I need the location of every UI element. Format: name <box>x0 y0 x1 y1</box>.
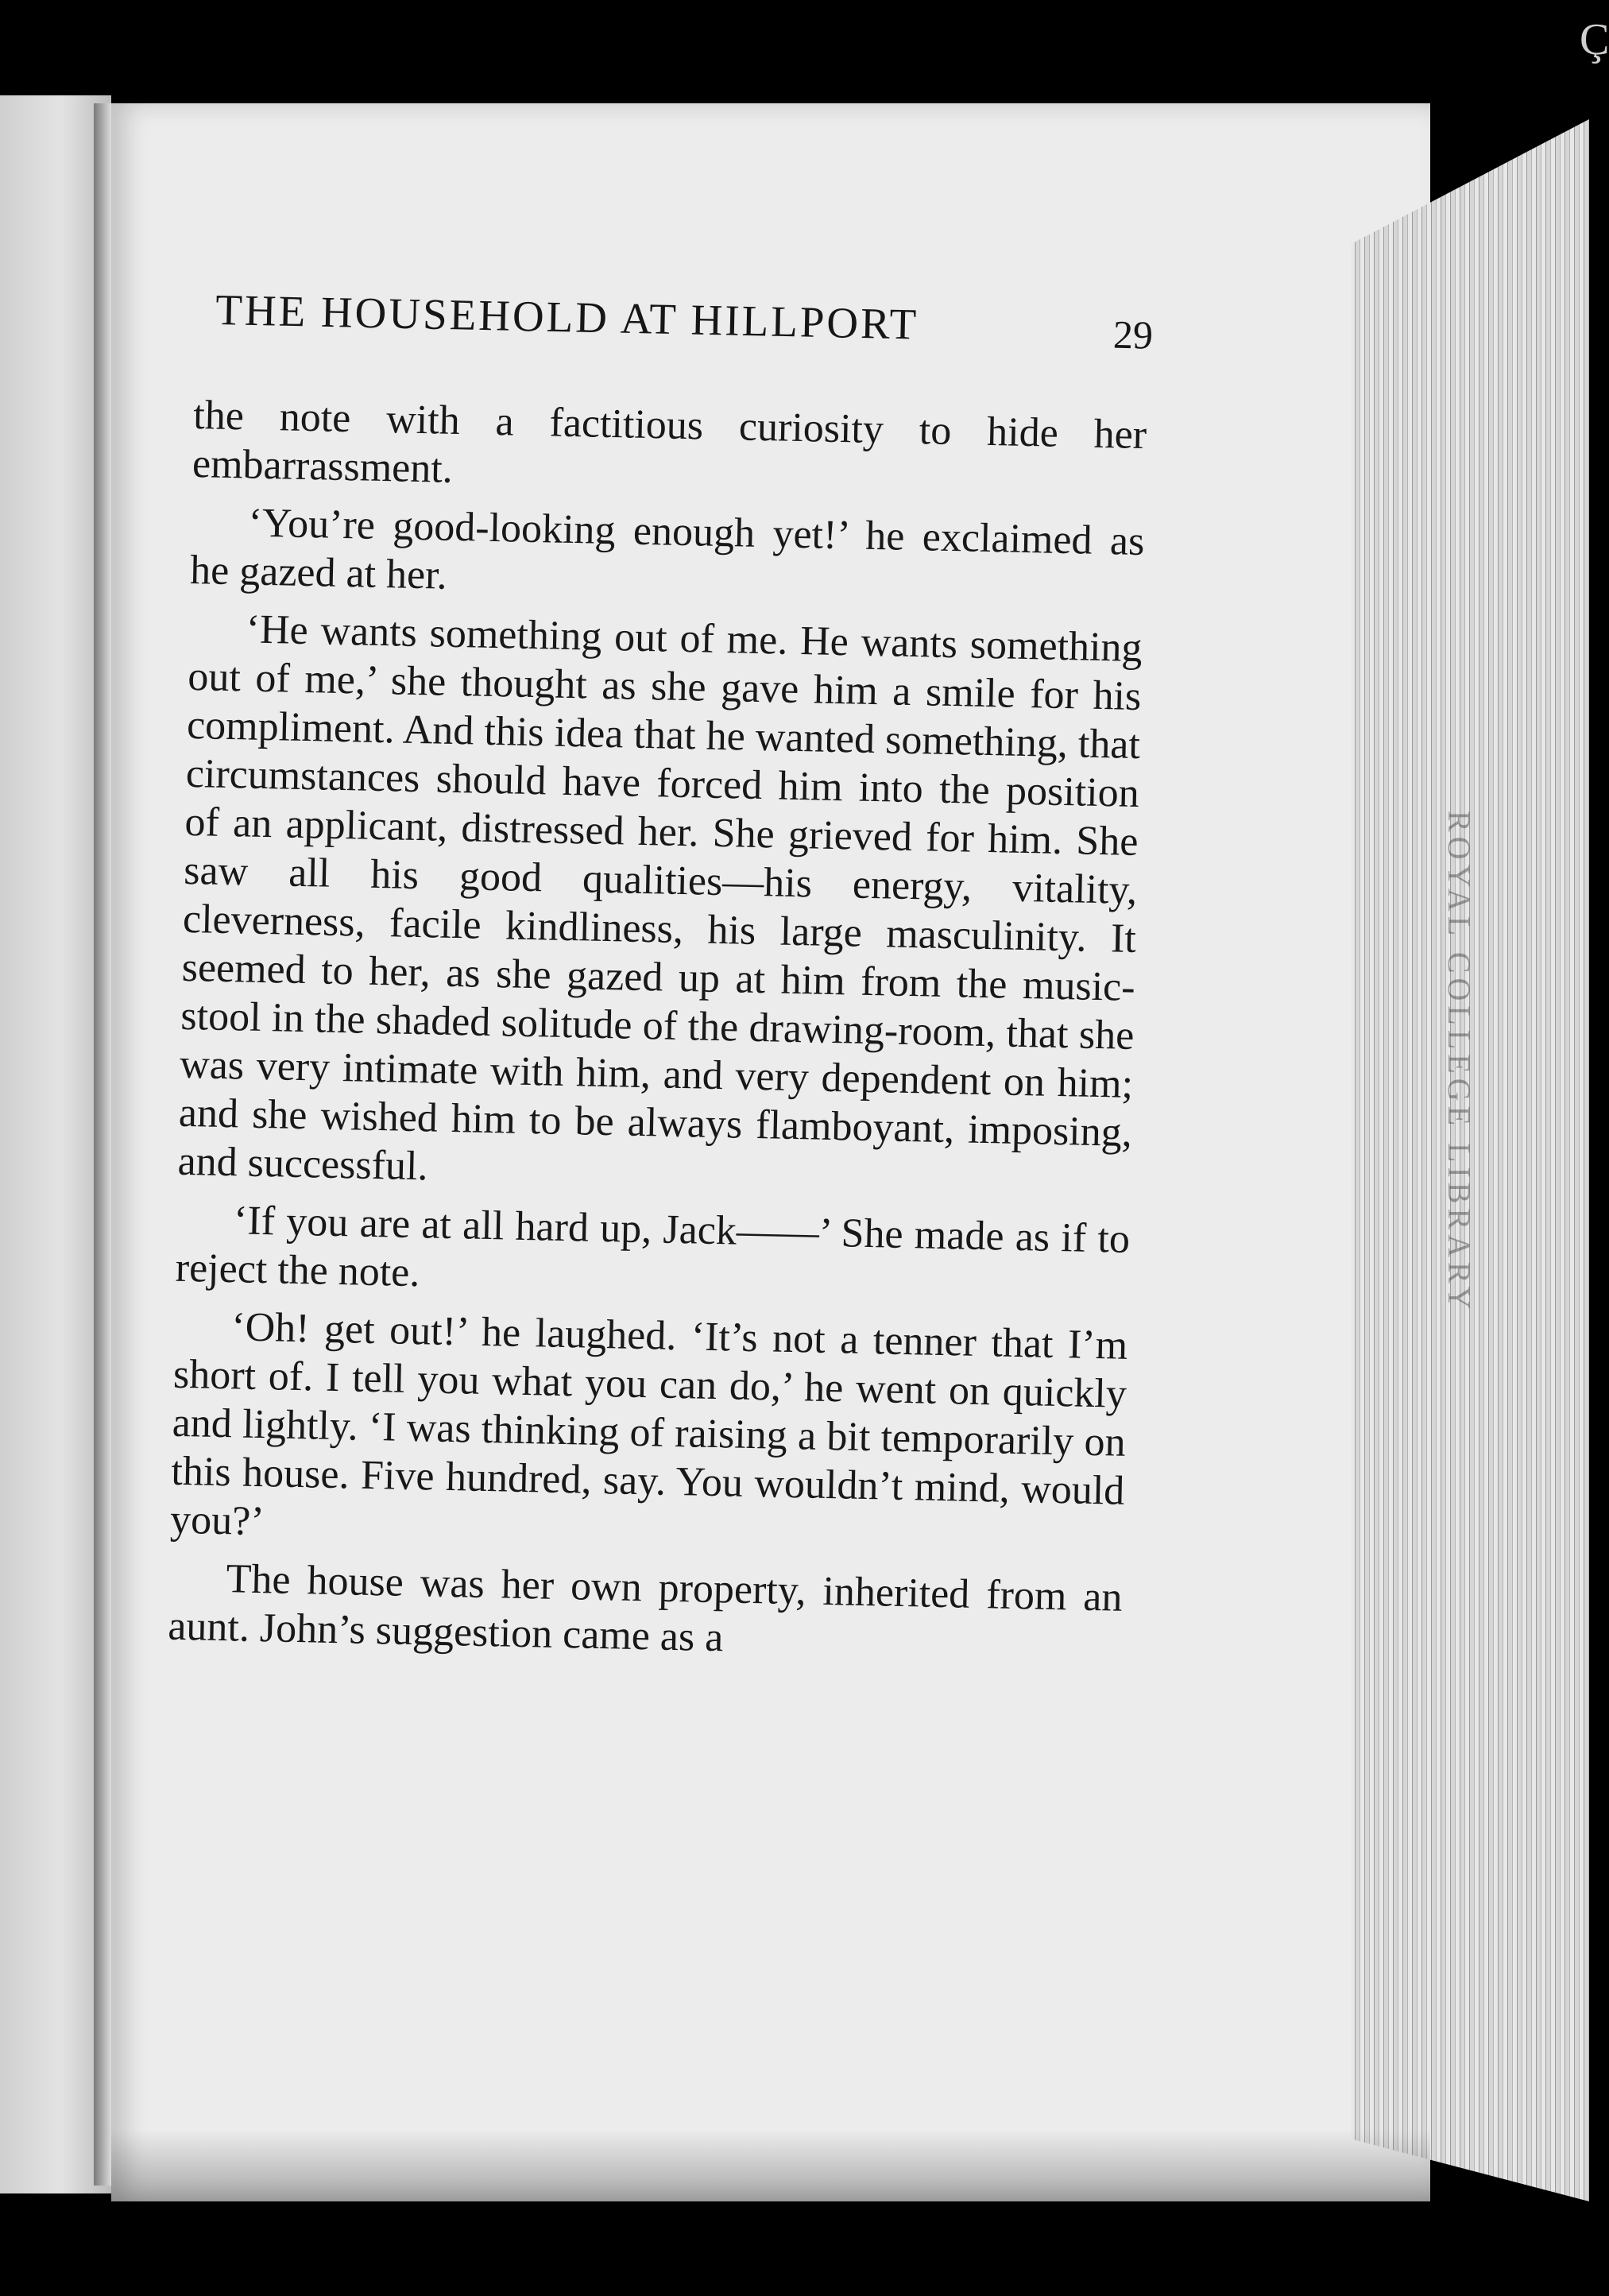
paragraph-2: ‘You’re good-looking enough yet!’ he exclaimed as he gazed at her. <box>189 500 1145 598</box>
gutter-shadow <box>94 103 111 2186</box>
paragraph-6: The house was her own property, inherited from an aunt. John’s suggestion came as a <box>167 1556 1124 1661</box>
body-text <box>168 391 1147 1680</box>
fore-edge-stamp: ROYAL COLLEGE LIBRARY <box>1441 811 1477 1314</box>
paragraph-4: ‘If you are at all hard up, Jack——’ She made as if to reject the note. <box>175 1198 1131 1296</box>
paragraph-5: ‘Oh! get out!’ he laughed. ‘It’s not a tenner that I’m short of. I tell you what you can do,’ he went on quickly and lightly. ‘I was thinking of raising a bit temporarily on this house. Five hundred, say. You wouldn’t mind, would you?’ <box>169 1304 1128 1545</box>
paragraph-3: ‘He wants something out of me. He wants something out of me,’ she thought as she gave him a smile for his compliment. And this idea that he wanted something, that circumstances should have forced him into the position of an applicant, distressed her. She grieved for him. She saw all his good qualities—his energy, vitality, cleverness, facile kindliness, his large masculinity. It seemed to her, as she gazed up at him from the music-stool in the shaded solitude of the drawing-room, that she was very intimate with him, and very dependent on him; and she wished him to be always flamboyant, imposing, and successful. <box>177 606 1143 1190</box>
paragraph-1: the note with a factitious curiosity to hide her embarrassment. <box>191 392 1147 492</box>
page-bottom-shadow <box>111 2130 1430 2201</box>
corner-mark: Ç <box>1580 15 1609 64</box>
running-title: THE HOUSEHOLD AT HILLPORT <box>215 285 919 349</box>
page-number: 29 <box>1112 312 1154 358</box>
